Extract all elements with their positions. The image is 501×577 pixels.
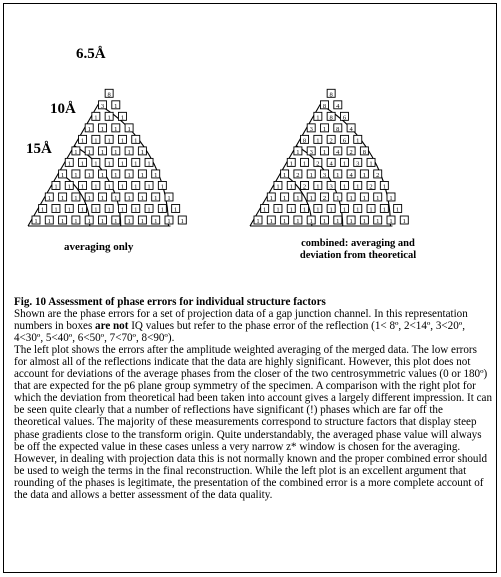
right-reflection-value: 1 <box>356 183 360 191</box>
left-reflection-value: 1 <box>100 171 105 179</box>
left-reflection-value: 1 <box>160 183 164 191</box>
right-reflection-value: 8 <box>302 137 307 145</box>
right-reflection-value: 1 <box>256 218 260 225</box>
left-reflection-value: 1 <box>87 148 91 156</box>
left-reflection-value: 1 <box>140 148 145 156</box>
left-reflection-value: 1 <box>41 206 45 214</box>
right-reflection-value: 1 <box>342 160 347 168</box>
left-reflection-value: 1 <box>60 171 65 179</box>
right-reflection-value: 1 <box>296 148 300 156</box>
left-reflection-value: 1 <box>127 148 131 156</box>
left-reflection-value: 1 <box>60 194 65 202</box>
left-reflection-value: 1 <box>127 125 131 133</box>
left-reflection-value: 1 <box>120 206 125 214</box>
caption-paragraph-1 <box>14 308 492 344</box>
right-reflection-value: 1 <box>289 160 293 168</box>
right-reflection-value: 1 <box>356 137 360 145</box>
figure-caption <box>14 296 492 501</box>
right-reflection-value: 1 <box>382 183 386 191</box>
resolution-label-10: 10Å <box>50 101 76 117</box>
right-reflection-value: 1 <box>289 206 293 214</box>
left-reflection-value: 1 <box>140 194 145 202</box>
right-reflection-value: 1 <box>316 206 320 214</box>
left-reflection-value: 1 <box>134 137 138 145</box>
left-reflection-value: 1 <box>94 183 98 191</box>
right-reflection-value: 2 <box>369 183 373 191</box>
left-reflection-value: 1 <box>87 125 91 133</box>
left-reflection-value: 1 <box>107 206 111 214</box>
right-reflection-value: 1 <box>282 194 287 202</box>
left-reflection-value: 1 <box>127 218 131 225</box>
right-reflection-value: 1 <box>296 218 300 225</box>
right-reflection-value: 6 <box>342 114 347 122</box>
right-reflection-value: 1 <box>269 194 273 202</box>
right-reflection-value: 6 <box>342 137 347 145</box>
right-reflection-value: 1 <box>336 194 340 202</box>
left-reflection-value: 1 <box>127 171 131 179</box>
right-reflection-value: 1 <box>316 137 320 145</box>
right-reflection-value: 8 <box>362 148 367 156</box>
right-reflection-value: 1 <box>289 183 293 191</box>
right-reflection-value: 1 <box>342 183 347 191</box>
left-reflection-value: 1 <box>47 194 51 202</box>
left-reflection-value: 3 <box>100 102 105 110</box>
left-reflection-value: 1 <box>114 125 118 133</box>
left-reflection-value: 1 <box>100 125 105 133</box>
caption-p1-start: Shown are the phase errors for a set of projection data of a gap junction channel. In this representation numbers in boxes <box>14 308 468 333</box>
right-reflection-value: 1 <box>309 194 313 202</box>
right-reflection-value: 1 <box>322 218 327 225</box>
right-reflection-value: 1 <box>376 194 380 202</box>
left-reflection-value: 1 <box>80 137 85 145</box>
right-reflection-value: 1 <box>389 218 393 225</box>
right-reflection-value: 1 <box>263 206 267 214</box>
left-reflection-value: 1 <box>54 206 58 214</box>
left-reflection-value: 1 <box>67 160 71 168</box>
left-reflection-value: 1 <box>60 218 65 225</box>
right-plot-caption-line1: combined: averaging and <box>301 238 415 249</box>
left-reflection-value: 1 <box>100 218 105 225</box>
right-plot <box>250 89 416 261</box>
right-reflection-value: 2 <box>302 183 307 191</box>
right-reflection-value: 4 <box>349 125 353 133</box>
left-reflection-value: 1 <box>107 160 111 168</box>
left-reflection-value: 1 <box>147 206 151 214</box>
left-reflection-value: 1 <box>120 137 125 145</box>
right-reflection-value: 3 <box>356 160 360 168</box>
left-plot-caption: averaging only <box>64 241 134 253</box>
left-reflection-value: 1 <box>74 218 78 225</box>
resolution-label-15: 15Å <box>26 141 52 157</box>
right-reflection-value: 2 <box>316 160 320 168</box>
caption-p1-end: IQ values but refer to the phase error of the reflection (1< 8º, 2<14º, 3<20º, 4<30º, 5<40º, 6<50º, 7<70º, 8<90º). <box>14 320 465 345</box>
right-reflection-value: 1 <box>282 171 287 179</box>
left-reflection-value: 1 <box>74 171 78 179</box>
right-reflection-value: 4 <box>329 160 333 168</box>
right-reflection-value: 1 <box>356 206 360 214</box>
left-reflection-value: 1 <box>74 148 78 156</box>
right-reflection-value: 3 <box>329 183 333 191</box>
left-reflection-value: 1 <box>87 171 91 179</box>
left-reflection-value: 1 <box>74 194 78 202</box>
left-reflection-value: 1 <box>47 218 51 225</box>
right-reflection-value: 1 <box>376 218 380 225</box>
right-reflection-value: 1 <box>342 206 347 214</box>
right-reflection-value: 1 <box>382 206 386 214</box>
caption-paragraph-2: The left plot shows the errors after the amplitude weighted averaging of the merged data. The low errors for almost all of the reflections indicate that the data are highly significant. However, this plot does not account for deviations of the average phases from the closer of the two centrosymmetric values (0 or 180º) that are expected for the p6 plane group symmetry of the specimen. A comparison with the right plot for which the deviation from theoretical had been taken into account gives a largely different impression. It can be seen quite clearly that a number of reflections have significant (!) phases which are far off the theoretical values. The majority of these measurements correspond to structure factors that display steep phase gradients close to the transform origin. Quite understandably, the averaged phase value will always be off the expected value in these cases unless a very narrow z* window is chosen for the averaging. However, in dealing with projection data this is not normally known and the proper combined error should be used to weigh the terms in the final reconstruction. While the left plot is an excellent argument that rounding of the phases is legitimate, the presentation of the combined error is a more complete account of the data and allows a better assessment of the data quality. <box>14 344 492 501</box>
left-reflection-value: 1 <box>94 206 98 214</box>
right-reflection-value: 1 <box>349 218 353 225</box>
left-reflection-value: 1 <box>34 218 38 225</box>
left-reflection-value: 1 <box>134 206 138 214</box>
right-reflection-value: 2 <box>349 148 353 156</box>
right-reflection-value: 1 <box>362 171 367 179</box>
right-reflection-value: 1 <box>336 218 340 225</box>
right-reflection-value: 1 <box>396 206 400 214</box>
right-reflection-value: 1 <box>269 218 273 225</box>
left-reflection-value: 1 <box>107 114 111 122</box>
right-reflection-value: 1 <box>369 160 373 168</box>
left-reflection-value: 1 <box>127 194 131 202</box>
right-reflection-value: 1 <box>296 194 300 202</box>
right-reflection-value: 3 <box>322 171 327 179</box>
left-reflection-value: 1 <box>107 137 111 145</box>
left-reflection-value: 1 <box>100 148 105 156</box>
right-reflection-value: 1 <box>276 206 280 214</box>
left-reflection-value: 1 <box>94 114 98 122</box>
right-reflection-value: 1 <box>276 183 280 191</box>
left-reflection-value: 1 <box>167 218 171 225</box>
right-reflection-value: 4 <box>336 148 340 156</box>
left-reflection-value: 1 <box>94 137 98 145</box>
right-reflection-value: 1 <box>402 218 406 225</box>
right-reflection-value: 4 <box>336 102 340 110</box>
right-reflection-value: 8 <box>336 125 340 133</box>
left-reflection-value: 1 <box>134 160 138 168</box>
left-reflection-value: 1 <box>87 194 91 202</box>
left-reflection-value: 1 <box>107 183 111 191</box>
caption-p1-emphasis: are not <box>95 320 129 333</box>
right-reflection-value: 1 <box>329 206 333 214</box>
right-reflection-value: 1 <box>316 183 320 191</box>
left-reflection-value: 1 <box>147 183 151 191</box>
right-reflection-value: 3 <box>309 125 313 133</box>
left-reflection-value: 1 <box>80 183 85 191</box>
left-reflection-value: 1 <box>114 194 118 202</box>
left-reflection-value: 1 <box>120 160 125 168</box>
caption-title: Fig. 10 Assessment of phase errors for individual structure factors <box>14 296 326 308</box>
left-reflection-value: 1 <box>140 218 145 225</box>
left-reflection-value: 1 <box>114 148 118 156</box>
left-reflection-value: 1 <box>114 102 118 110</box>
right-reflection-value: 1 <box>302 160 307 168</box>
left-reflection-value: 1 <box>134 183 138 191</box>
left-reflection-value: 1 <box>120 114 125 122</box>
left-reflection-value: 1 <box>147 160 151 168</box>
left-reflection-value: 1 <box>80 206 85 214</box>
resolution-label-6-5: 6.5Å <box>76 46 106 62</box>
left-reflection-value: 1 <box>140 171 145 179</box>
right-reflection-value: 8 <box>329 114 333 122</box>
left-reflection-value: 1 <box>167 194 171 202</box>
right-reflection-value: 2 <box>329 137 333 145</box>
left-reflection-value: 8 <box>107 91 111 99</box>
right-reflection-value: 1 <box>282 218 287 225</box>
right-reflection-value: 2 <box>322 194 327 202</box>
right-reflection-value: 2 <box>296 171 300 179</box>
left-reflection-value: 1 <box>120 183 125 191</box>
left-reflection-value: 1 <box>67 206 71 214</box>
left-reflection-value: 1 <box>180 218 184 225</box>
right-reflection-value: 1 <box>316 114 320 122</box>
right-reflection-value: 8 <box>322 102 327 110</box>
right-reflection-value: 2 <box>376 171 380 179</box>
right-reflection-value: 1 <box>362 194 367 202</box>
right-reflection-value: 1 <box>369 206 373 214</box>
left-reflection-value: 1 <box>87 218 91 225</box>
right-reflection-value: 1 <box>389 194 393 202</box>
right-reflection-value: 4 <box>349 171 353 179</box>
right-reflection-value: 3 <box>309 148 313 156</box>
right-reflection-value: 1 <box>362 218 367 225</box>
right-reflection-value: 1 <box>309 171 313 179</box>
right-reflection-value: 1 <box>302 206 307 214</box>
left-reflection-value: 1 <box>114 171 118 179</box>
left-reflection-value: 1 <box>80 160 85 168</box>
left-reflection-value: 1 <box>160 206 164 214</box>
left-reflection-value: 1 <box>94 160 98 168</box>
left-reflection-value: 1 <box>154 194 158 202</box>
right-reflection-value: 1 <box>322 125 327 133</box>
left-reflection-value: 1 <box>154 171 158 179</box>
left-reflection-value: 1 <box>100 194 105 202</box>
left-reflection-value: 1 <box>114 218 118 225</box>
left-reflection-value: 1 <box>54 183 58 191</box>
right-reflection-value: 1 <box>349 194 353 202</box>
right-reflection-value: 8 <box>329 91 333 99</box>
left-plot <box>26 46 186 253</box>
left-reflection-value: 1 <box>67 183 71 191</box>
right-plot-caption-line2: deviation from theoretical <box>299 250 417 261</box>
right-reflection-value: 1 <box>336 171 340 179</box>
left-reflection-value: 1 <box>154 218 158 225</box>
left-reflection-value: 1 <box>174 206 178 214</box>
right-reflection-value: 1 <box>322 148 327 156</box>
right-reflection-value: 1 <box>309 218 313 225</box>
